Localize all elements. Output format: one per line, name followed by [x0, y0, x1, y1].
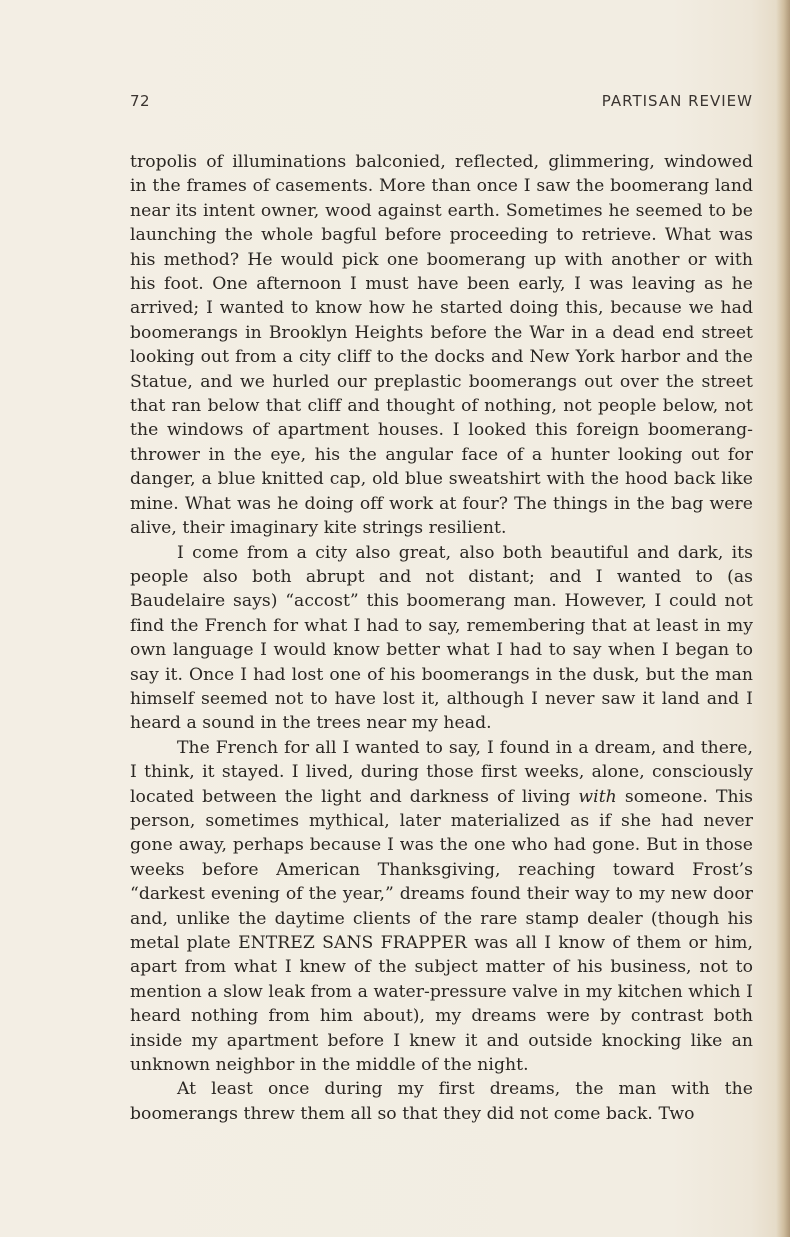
running-head: PARTISAN REVIEW	[601, 92, 753, 110]
paragraph-text: The French for all I wanted to say, I found in a dream, and there, I think, it stayed. I lived, during those first weeks, alone, consciously located between the light and darkness of living	[130, 737, 753, 807]
body-text	[130, 150, 753, 1126]
italic-word: with	[578, 786, 617, 807]
paragraph-text: someone. This person, sometimes mythical, later materialized as if she had never gone away, perhaps because I was the one who had gone. But in those weeks before American Thanksgiving, reaching toward Frost’s “darkest evening of the year,” dreams found their way to my new door and, unlike the daytime clients of the rare stamp dealer (though his metal plate ENTREZ SANS FRAPPER was all I know of them or him, apart from what I knew of the subject matter of his business, not to mention a slow leak from a water-pressure valve in my kitchen which I heard nothing from him about), my dreams were by contrast both inside my apartment before I knew it and outside knocking like an unknown neighbor in the middle of the night.	[130, 786, 753, 1076]
paragraph	[130, 150, 753, 541]
paragraph-text: tropolis of illuminations balconied, reflected, glimmering, windowed in the frames of casements. More than once I saw the boomerang land near its intent owner, wood against earth. Sometimes he seemed to be launching the whole bagful before proceeding to retrieve. What was his method? He would pick one boomerang up with another or with his foot. One afternoon I must have been early, I was leaving as he arrived; I wanted to know how he started doing this, because we had boomerangs in Brooklyn Heights before the War in a dead end street looking out from a city cliff to the docks and New York harbor and the Statue, and we hurled our preplastic boomerangs out over the street that ran below that cliff and thought of nothing, not people below, not the windows of apartment houses. I looked this foreign boomerang-thrower in the eye, his the angular face of a hunter looking out for danger, a blue knitted cap, old blue sweatshirt with the hood back like mine. What was he doing off work at four? The things in the bag were alive, their imaginary kite strings resilient.	[130, 152, 753, 539]
paragraph	[130, 1077, 753, 1126]
page-spine-shadow	[776, 0, 790, 1237]
page-number: 72	[130, 92, 151, 110]
paragraph-text: At least once during my first dreams, the man with the boomerangs threw them all so that they did not come back. Two	[130, 1079, 753, 1124]
paragraph	[130, 541, 753, 736]
paragraph	[130, 736, 753, 1078]
paragraph-text: I come from a city also great, also both beautiful and dark, its people also both abrupt and not distant; and I wanted to (as Baudelaire says) “accost” this boomerang man. However, I could not find the French for what I had to say, remembering that at least in my own language I would know better what I had to say when I began to say it. Once I had lost one of his boomerangs in the dusk, but the man himself seemed not to have lost it, although I never saw it land and I heard a sound in the trees near my head.	[130, 542, 753, 734]
page-header	[130, 92, 753, 114]
